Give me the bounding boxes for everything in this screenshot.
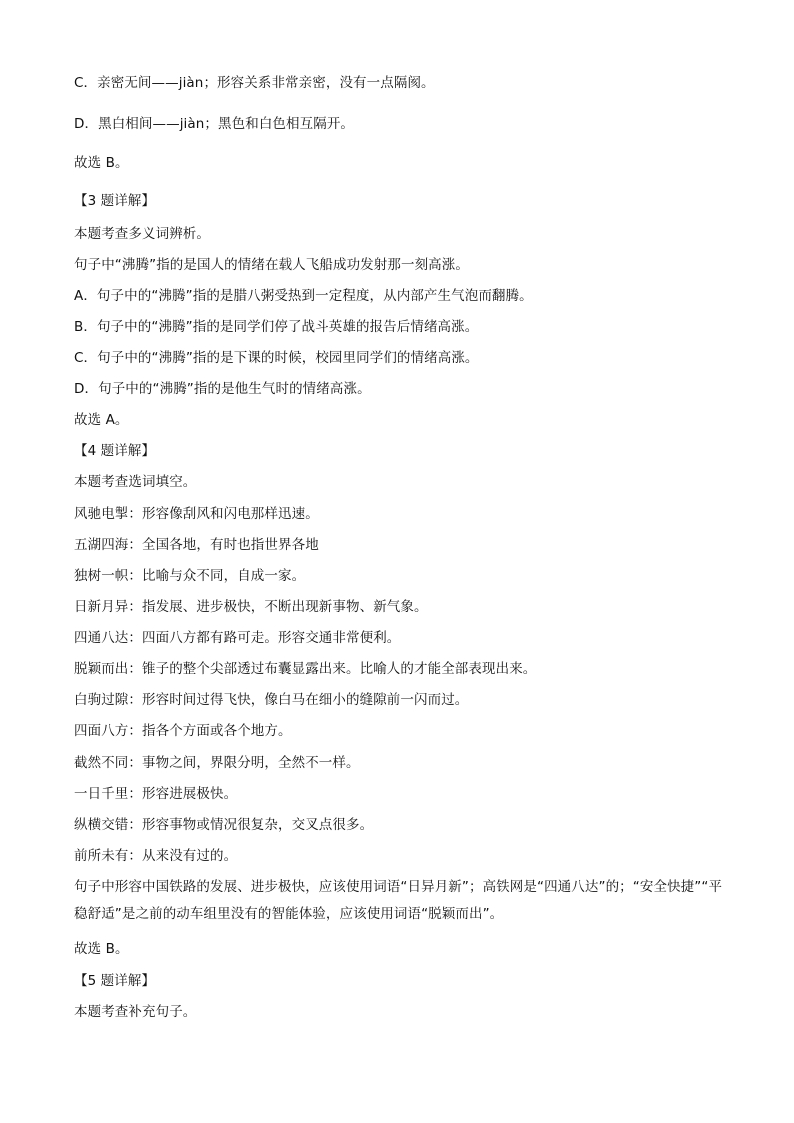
idiom-definition: 独树一帜：比喻与众不同，自成一家。 [74,568,306,584]
text-line: 本题考查补充句子。 [74,1004,197,1020]
option-c-line: C．句子中的“沸腾”指的是下课的时候，校园里同学们的情绪高涨。 [74,350,479,366]
text-line: 本题考查多义词辨析。 [74,226,210,242]
section-heading: 【3 题详解】 [74,193,156,209]
idiom-definition: 四通八达：四面八方都有路可走。形容交通非常便利。 [74,630,401,646]
option-a-line: A．句子中的“沸腾”指的是腊八粥受热到一定程度，从内部产生气泡而翻腾。 [74,288,533,304]
idiom-definition: 截然不同：事物之间，界限分明，全然不一样。 [74,755,360,771]
explanation-paragraph: 句子中形容中国铁路的发展、进步极快，应该使用词语“日异月新”；高铁网是“四通八达”的；“安全快捷”“平稳舒适”是之前的动车组里没有的智能体验，应该使用词语“脱颖而出”。 [74,879,723,922]
idiom-definition: 脱颖而出：锥子的整个尖部透过布囊显露出来。比喻人的才能全部表现出来。 [74,661,537,677]
answer-line: 故选 A。 [74,412,129,428]
idiom-definition: 日新月异：指发展、进步极快，不断出现新事物、新气象。 [74,599,428,615]
option-c-line: C．亲密无间——jiàn；形容关系非常亲密，没有一点隔阂。 [74,75,435,91]
idiom-definition: 四面八方：指各个方面或各个地方。 [74,723,292,739]
idiom-definition: 纵横交错：形容事物或情况很复杂，交叉点很多。 [74,817,374,833]
text-line: 句子中“沸腾”指的是国人的情绪在载人飞船成功发射那一刻高涨。 [74,257,469,273]
answer-line: 故选 B。 [74,941,129,957]
option-d-line: D．黑白相间——jiàn；黑色和白色相互隔开。 [74,116,355,132]
idiom-definition: 白驹过隙：形容时间过得飞快，像白马在细小的缝隙前一闪而过。 [74,692,469,708]
idiom-definition: 一日千里：形容进展极快。 [74,786,238,802]
idiom-definition: 五湖四海：全国各地，有时也指世界各地 [74,537,319,553]
option-b-line: B．句子中的“沸腾”指的是同学们停了战斗英雄的报告后情绪高涨。 [74,319,479,335]
idiom-definition: 风驰电掣：形容像刮风和闪电那样迅速。 [74,506,319,522]
section-heading: 【4 题详解】 [74,443,156,459]
text-line: 本题考查选词填空。 [74,474,197,490]
idiom-definition: 前所未有：从来没有过的。 [74,848,238,864]
answer-line: 故选 B。 [74,155,129,171]
section-heading: 【5 题详解】 [74,973,156,989]
option-d-line: D．句子中的“沸腾”指的是他生气时的情绪高涨。 [74,381,371,397]
